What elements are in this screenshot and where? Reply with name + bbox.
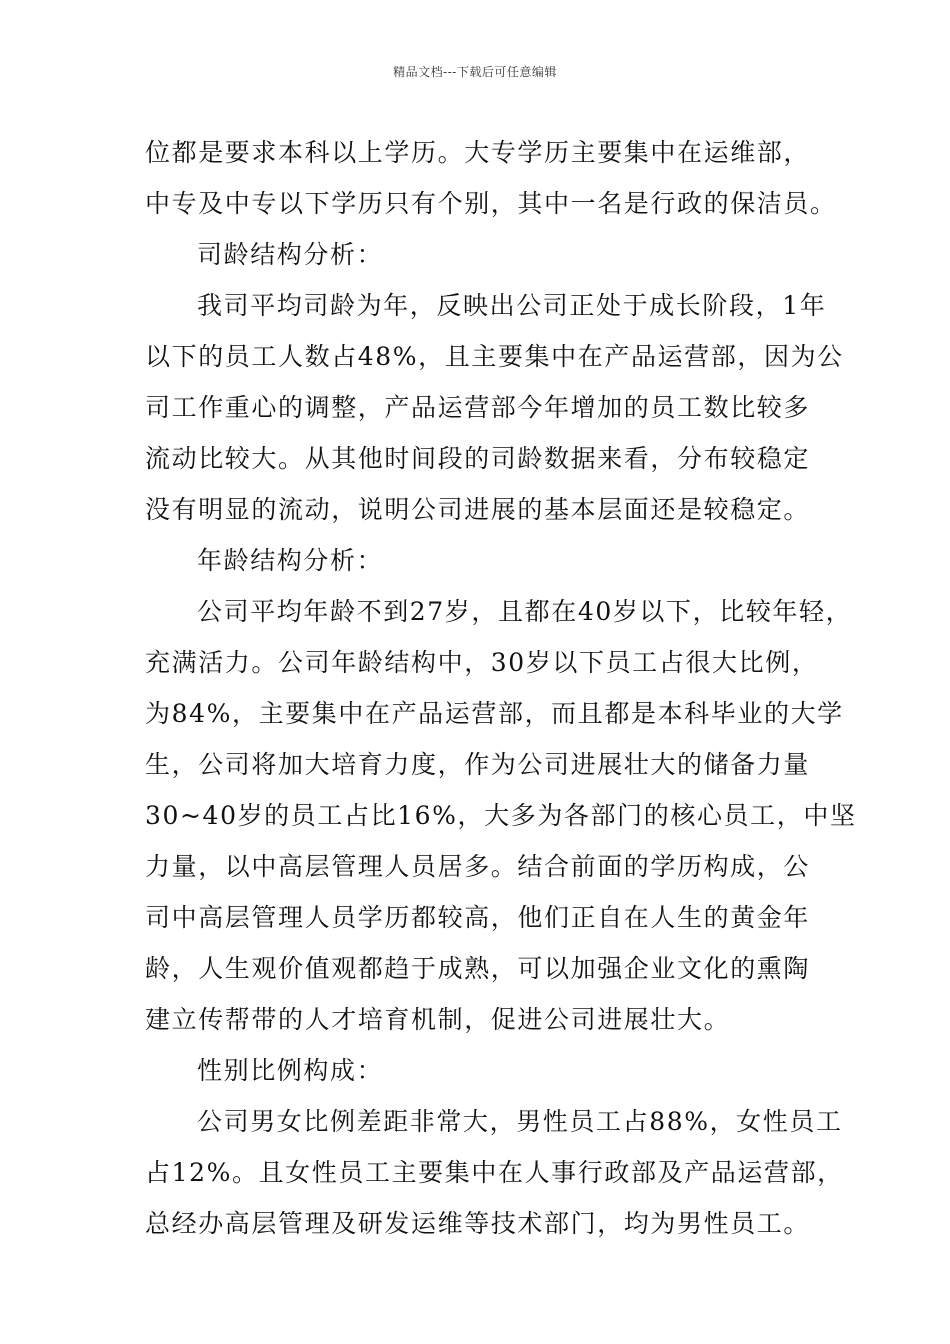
text-line: 30~40岁的员工占比16%，大多为各部门的核心员工，中坚 <box>145 801 857 830</box>
text-line: 建立传帮带的人才培育机制，促进公司进展壮大。 <box>145 1005 731 1034</box>
text-line: 力量，以中高层管理人员居多。结合前面的学历构成，公 <box>145 852 811 881</box>
text-line: 公司平均年龄不到27岁，且都在40岁以下，比较年轻， <box>197 597 853 626</box>
section-heading: 性别比例构成： <box>197 1056 384 1085</box>
text-line: 司中高层管理人员学历都较高，他们正自在人生的黄金年 <box>145 903 811 932</box>
text-line: 流动比较大。从其他时间段的司龄数据来看，分布较稳定 <box>145 444 811 473</box>
text-line: 公司男女比例差距非常大，男性员工占88%，女性员工 <box>197 1107 843 1136</box>
text-line: 充满活力。公司年龄结构中，30岁以下员工占很大比例， <box>145 648 819 677</box>
section-heading: 年龄结构分析： <box>197 546 384 575</box>
text-line: 总经办高层管理及研发运维等技术部门，均为男性员工。 <box>145 1209 811 1238</box>
text-line: 占12%。且女性员工主要集中在人事行政部及产品运营部， <box>145 1158 844 1187</box>
text-line: 我司平均司龄为年，反映出公司正处于成长阶段，1年 <box>197 291 827 320</box>
page-header: 精品文档---下载后可任意编辑 <box>393 65 557 79</box>
text-line: 以下的员工人数占48%，且主要集中在产品运营部，因为公 <box>145 342 844 371</box>
text-line: 位都是要求本科以上学历。大专学历主要集中在运维部， <box>145 138 811 167</box>
section-heading: 司龄结构分析： <box>197 240 384 269</box>
document-body <box>145 127 857 1249</box>
text-line: 生，公司将加大培育力度，作为公司进展壮大的储备力量 <box>145 750 811 779</box>
text-line: 司工作重心的调整，产品运营部今年增加的员工数比较多 <box>145 393 811 422</box>
text-line: 中专及中专以下学历只有个别，其中一名是行政的保洁员。 <box>145 189 837 218</box>
text-line: 为84%，主要集中在产品运营部，而且都是本科毕业的大学 <box>145 699 844 728</box>
text-line: 没有明显的流动，说明公司进展的基本层面还是较稳定。 <box>145 495 811 524</box>
text-line: 龄，人生观价值观都趋于成熟，可以加强企业文化的熏陶 <box>145 954 811 983</box>
